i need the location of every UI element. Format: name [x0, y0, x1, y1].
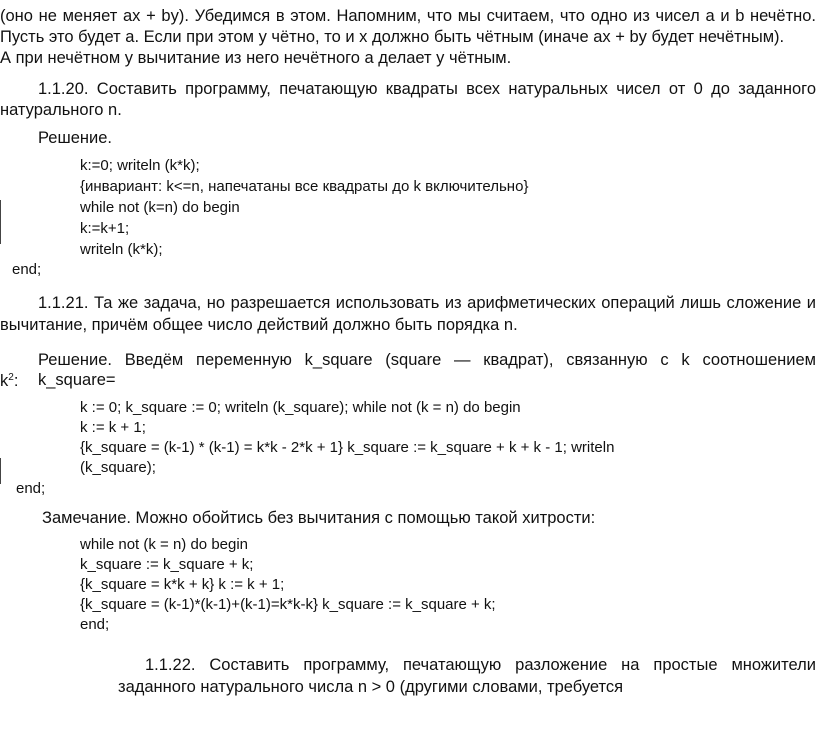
code-line: (k_square);: [80, 459, 156, 476]
code-end: end;: [12, 261, 42, 278]
problem-1-1-21-line-2: вычитание, причём общее число действий должно быть порядка n.: [0, 316, 518, 334]
code-line: k := k + 1;: [80, 419, 146, 436]
intro-line-3: А при нечётном y вычитание из него нечётного a делает y чётным.: [0, 49, 512, 67]
code-line: {k_square = k*k + k} k := k + 1;: [80, 576, 285, 593]
code-line: k := 0; k_square := 0; writeln (k_square); while not (k = n) do begin: [80, 399, 521, 416]
solution-heading: Решение.: [38, 129, 112, 147]
code-end: end;: [16, 480, 46, 497]
problem-1-1-20-line-2: натурального n.: [0, 101, 122, 119]
margin-bar: [0, 200, 1, 244]
problem-1-1-22-line-1: 1.1.22. Составить программу, печатающую разложение на простые множители: [145, 656, 816, 674]
superscript: 2: [8, 372, 14, 383]
remark-text: Замечание. Можно обойтись без вычитания с помощью такой хитрости:: [42, 509, 596, 527]
solution-text-line-1: Решение. Введём переменную k_square (square — квадрат), связанную с k соотношением k_square=: [38, 351, 816, 389]
code-line: k:=0; writeln (k*k);: [80, 157, 200, 174]
code-line: writeln (k*k);: [80, 241, 163, 258]
code-line: k:=k+1;: [80, 220, 130, 237]
problem-1-1-22-line-2: заданного натурального числа n > 0 (другими словами, требуется: [118, 678, 624, 696]
code-line: {инвариант: k<=n, напечатаны все квадраты до k включительно}: [80, 178, 529, 195]
code-line: {k_square = (k-1)*(k-1)+(k-1)=k*k-k} k_square := k_square + k;: [80, 596, 496, 613]
problem-1-1-20-line-1: 1.1.20. Составить программу, печатающую квадраты всех натуральных чисел от 0 до заданного: [38, 80, 816, 98]
code-line: while not (k = n) do begin: [80, 536, 249, 553]
intro-line-1: (оно не меняет ax + by). Убедимся в этом. Напомним, что мы считаем, что одно из чисел a и b нечётно.: [0, 7, 816, 25]
solution-text-line-2: $k^2$:: [0, 372, 19, 390]
code-line: while not (k=n) do begin: [80, 199, 240, 216]
intro-line-2: Пусть это будет a. Если при этом y чётно, то и x должно быть чётным (иначе ax + by будет нечётным).: [0, 28, 785, 46]
code-line: k_square := k_square + k;: [80, 556, 254, 573]
margin-bar: [0, 458, 1, 484]
code-line: end;: [80, 616, 110, 633]
problem-1-1-21-line-1: 1.1.21. Та же задача, но разрешается использовать из арифметических операций лишь сложение и: [38, 294, 816, 312]
code-line: {k_square = (k-1) * (k-1) = k*k - 2*k + 1} k_square := k_square + k + k - 1; writeln: [80, 439, 615, 456]
